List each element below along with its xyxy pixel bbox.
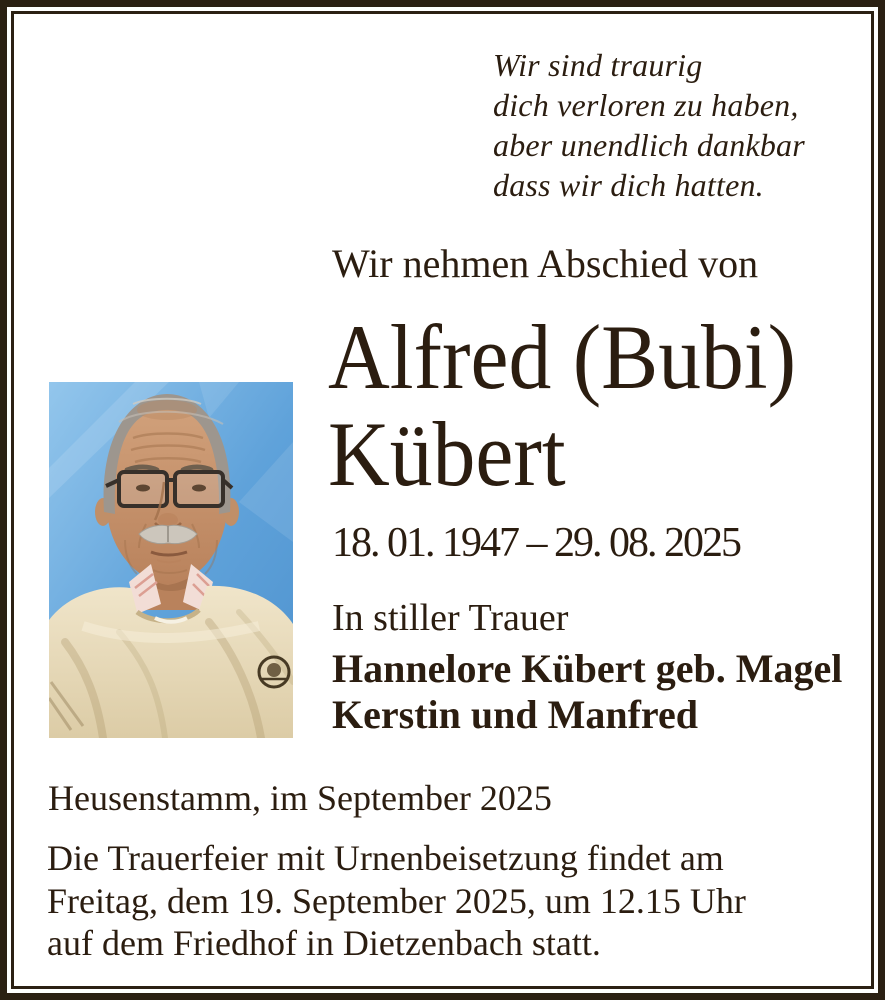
quote-line-2: dich verloren zu haben,	[493, 87, 799, 123]
funeral-line-2: Freitag, dem 19. September 2025, um 12.15 Uhr	[47, 880, 746, 921]
portrait-photo	[49, 382, 293, 738]
funeral-details	[47, 837, 746, 965]
portrait-photo-drawing	[49, 382, 293, 738]
quote-line-3: aber unendlich dankbar	[493, 127, 805, 163]
quote-line-1: Wir sind traurig	[493, 47, 703, 83]
deceased-name	[328, 306, 797, 505]
mourning-label: In stiller Trauer	[332, 597, 569, 639]
life-dates: 18. 01. 1947 – 29. 08. 2025	[332, 520, 740, 566]
farewell-intro: Wir nehmen Abschied von	[332, 241, 759, 286]
place-and-date: Heusenstamm, im September 2025	[48, 778, 552, 818]
mourner-2: Kerstin und Manfred	[332, 692, 698, 737]
funeral-line-3: auf dem Friedhof in Dietzenbach statt.	[47, 923, 601, 963]
deceased-name-line-2: Kübert	[328, 403, 566, 505]
funeral-line-1: Die Trauerfeier mit Urnenbeisetzung findet am	[47, 838, 724, 878]
opening-quote	[493, 45, 805, 205]
mourners-list	[332, 646, 842, 738]
glasses	[106, 472, 232, 506]
mourner-1: Hannelore Kübert geb. Magel	[332, 646, 843, 691]
quote-line-4: dass wir dich hatten.	[493, 167, 764, 203]
deceased-name-line-1: Alfred (Bubi)	[328, 306, 797, 408]
